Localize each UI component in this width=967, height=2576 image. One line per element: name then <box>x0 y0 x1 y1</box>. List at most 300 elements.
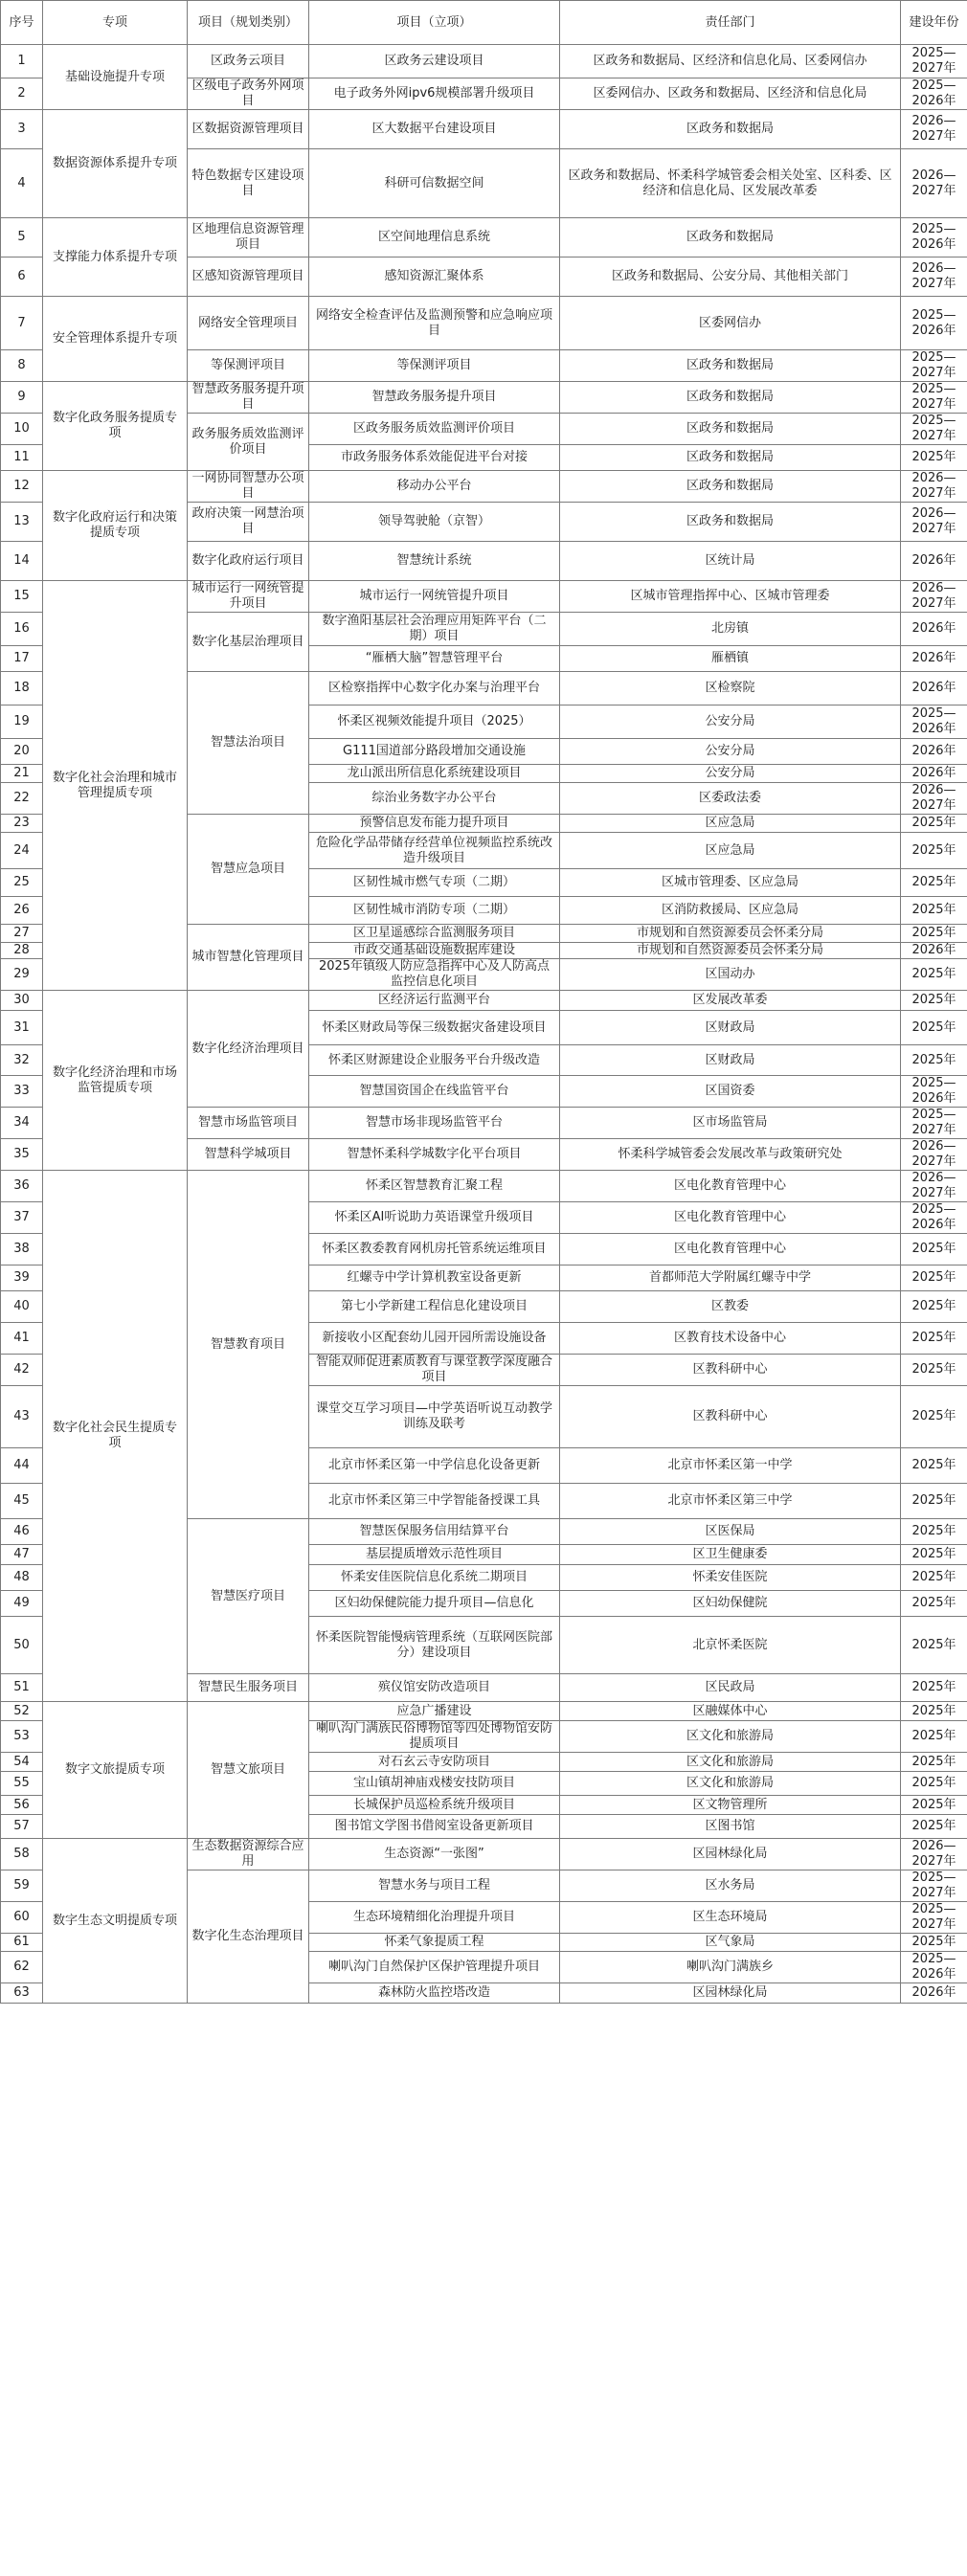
row-number: 48 <box>1 1565 43 1591</box>
dept-cell: 区教育技术设备中心 <box>560 1323 901 1355</box>
dept-cell: 区民政局 <box>560 1674 901 1702</box>
table-row <box>1 1702 967 1721</box>
category-cell: 智慧政务服务提升项目 <box>188 382 309 414</box>
row-number: 46 <box>1 1519 43 1545</box>
year-cell: 2026年 <box>901 613 967 646</box>
dept-cell: 区政务和数据局、怀柔科学城管委会相关处室、区科委、区经济和信息化局、区发展改革委 <box>560 149 901 218</box>
project-cell: 第七小学新建工程信息化建设项目 <box>309 1291 560 1323</box>
project-cell: 北京市怀柔区第一中学信息化设备更新 <box>309 1448 560 1484</box>
dept-cell: 怀柔科学城管委会发展改革与政策研究处 <box>560 1139 901 1171</box>
year-cell: 2025年 <box>901 1702 967 1721</box>
year-cell: 2026—2027年 <box>901 503 967 542</box>
project-cell: 长城保护员巡检系统升级项目 <box>309 1796 560 1815</box>
row-number: 19 <box>1 706 43 739</box>
year-cell: 2025—2026年 <box>901 706 967 739</box>
col-header-category: 项目（规划类别） <box>188 1 309 45</box>
project-cell: 区政务服务质效监测评价项目 <box>309 414 560 445</box>
year-cell: 2025年 <box>901 897 967 925</box>
row-number: 41 <box>1 1323 43 1355</box>
project-cell: 科研可信数据空间 <box>309 149 560 218</box>
year-cell: 2025年 <box>901 1565 967 1591</box>
year-cell: 2026—2027年 <box>901 471 967 503</box>
project-cell: 基层提质增效示范性项目 <box>309 1545 560 1565</box>
project-cell: 市政交通基础设施数据库建设 <box>309 943 560 959</box>
project-cell: 新接收小区配套幼儿园开园所需设施设备 <box>309 1323 560 1355</box>
dept-cell: 区电化教育管理中心 <box>560 1171 901 1202</box>
year-cell: 2026—2027年 <box>901 1839 967 1870</box>
row-number: 57 <box>1 1815 43 1839</box>
dept-cell: 喇叭沟门满族乡 <box>560 1952 901 1983</box>
row-number: 3 <box>1 110 43 149</box>
dept-cell: 区政务和数据局、区经济和信息化局、区委网信办 <box>560 45 901 78</box>
project-cell: 网络安全检查评估及监测预警和应急响应项目 <box>309 297 560 350</box>
project-cell: 区经济运行监测平台 <box>309 991 560 1011</box>
project-cell: 区空间地理信息系统 <box>309 218 560 258</box>
col-header-year: 建设年份 <box>901 1 967 45</box>
project-cell: 怀柔区智慧教育汇聚工程 <box>309 1171 560 1202</box>
year-cell: 2025—2027年 <box>901 1902 967 1934</box>
dept-cell: 区统计局 <box>560 542 901 581</box>
project-cell: 危险化学品带储存经营单位视频监控系统改造升级项目 <box>309 833 560 869</box>
project-cell: 对石玄云寺安防项目 <box>309 1753 560 1772</box>
dept-cell: 公安分局 <box>560 765 901 783</box>
row-number: 59 <box>1 1870 43 1902</box>
row-number: 28 <box>1 943 43 959</box>
project-cell: 区卫星遥感综合监测服务项目 <box>309 925 560 943</box>
row-number: 56 <box>1 1796 43 1815</box>
dept-cell: 区教科研中心 <box>560 1355 901 1386</box>
special-cell: 数字化政府运行和决策提质专项 <box>43 471 188 581</box>
year-cell: 2025年 <box>901 1796 967 1815</box>
category-cell: 生态数据资源综合应用 <box>188 1839 309 1870</box>
project-cell: 怀柔安佳医院信息化系统二期项目 <box>309 1565 560 1591</box>
dept-cell: 区政务和数据局 <box>560 445 901 471</box>
year-cell: 2025年 <box>901 1591 967 1617</box>
row-number: 18 <box>1 672 43 706</box>
project-cell: 北京市怀柔区第三中学智能备授课工具 <box>309 1484 560 1519</box>
dept-cell: 北京市怀柔区第一中学 <box>560 1448 901 1484</box>
row-number: 13 <box>1 503 43 542</box>
year-cell: 2025年 <box>901 1815 967 1839</box>
category-cell: 数字化政府运行项目 <box>188 542 309 581</box>
row-number: 27 <box>1 925 43 943</box>
dept-cell: 区政务和数据局 <box>560 414 901 445</box>
row-number: 39 <box>1 1266 43 1291</box>
year-cell: 2025年 <box>901 959 967 991</box>
category-cell: 区级电子政务外网项目 <box>188 78 309 110</box>
row-number: 26 <box>1 897 43 925</box>
project-cell: 宝山镇胡神庙戏楼安技防项目 <box>309 1772 560 1796</box>
dept-cell: 区政务和数据局 <box>560 503 901 542</box>
project-cell: 等保测评项目 <box>309 350 560 382</box>
category-cell: 智慧教育项目 <box>188 1171 309 1519</box>
dept-cell: 区水务局 <box>560 1870 901 1902</box>
row-number: 17 <box>1 646 43 672</box>
row-number: 14 <box>1 542 43 581</box>
year-cell: 2026—2027年 <box>901 149 967 218</box>
category-cell: 智慧文旅项目 <box>188 1702 309 1839</box>
dept-cell: 区政务和数据局 <box>560 350 901 382</box>
project-cell: 城市运行一网统管提升项目 <box>309 581 560 613</box>
row-number: 5 <box>1 218 43 258</box>
row-number: 53 <box>1 1721 43 1753</box>
category-cell: 等保测评项目 <box>188 350 309 382</box>
dept-cell: 区国动办 <box>560 959 901 991</box>
row-number: 36 <box>1 1171 43 1202</box>
year-cell: 2026—2027年 <box>901 1139 967 1171</box>
row-number: 45 <box>1 1484 43 1519</box>
year-cell: 2026—2027年 <box>901 110 967 149</box>
dept-cell: 区医保局 <box>560 1519 901 1545</box>
project-cell: 图书馆文学图书借阅室设备更新项目 <box>309 1815 560 1839</box>
table-row <box>1 110 967 149</box>
row-number: 40 <box>1 1291 43 1323</box>
project-cell: 怀柔气象提质工程 <box>309 1934 560 1952</box>
project-cell: 感知资源汇聚体系 <box>309 258 560 297</box>
category-cell: 特色数据专区建设项目 <box>188 149 309 218</box>
year-cell: 2025年 <box>901 1772 967 1796</box>
category-cell: 政务服务质效监测评价项目 <box>188 414 309 471</box>
project-cell: 森林防火监控塔改造 <box>309 1983 560 2004</box>
dept-cell: 区文化和旅游局 <box>560 1772 901 1796</box>
dept-cell: 区电化教育管理中心 <box>560 1202 901 1234</box>
row-number: 31 <box>1 1011 43 1045</box>
year-cell: 2025—2026年 <box>901 1076 967 1108</box>
dept-cell: 区园林绿化局 <box>560 1839 901 1870</box>
table-row <box>1 45 967 78</box>
year-cell: 2025年 <box>901 1721 967 1753</box>
dept-cell: 北京怀柔医院 <box>560 1617 901 1674</box>
row-number: 55 <box>1 1772 43 1796</box>
year-cell: 2025—2026年 <box>901 1202 967 1234</box>
project-cell: 区韧性城市燃气专项（二期） <box>309 869 560 897</box>
dept-cell: 区国资委 <box>560 1076 901 1108</box>
dept-cell: 区财政局 <box>560 1045 901 1076</box>
year-cell: 2025—2026年 <box>901 297 967 350</box>
dept-cell: 区教委 <box>560 1291 901 1323</box>
year-cell: 2026年 <box>901 672 967 706</box>
project-cell: 龙山派出所信息化系统建设项目 <box>309 765 560 783</box>
row-number: 49 <box>1 1591 43 1617</box>
category-cell: 数字化基层治理项目 <box>188 613 309 672</box>
dept-cell: 区融媒体中心 <box>560 1702 901 1721</box>
year-cell: 2026年 <box>901 542 967 581</box>
row-number: 60 <box>1 1902 43 1934</box>
project-cell: 电子政务外网ipv6规模部署升级项目 <box>309 78 560 110</box>
year-cell: 2026—2027年 <box>901 581 967 613</box>
category-cell: 智慧科学城项目 <box>188 1139 309 1171</box>
dept-cell: 区消防救援局、区应急局 <box>560 897 901 925</box>
row-number: 16 <box>1 613 43 646</box>
row-number: 23 <box>1 815 43 833</box>
year-cell: 2026—2027年 <box>901 1171 967 1202</box>
year-cell: 2025年 <box>901 1355 967 1386</box>
year-cell: 2025年 <box>901 1234 967 1266</box>
project-cell: 区妇幼保健院能力提升项目—信息化 <box>309 1591 560 1617</box>
row-number: 38 <box>1 1234 43 1266</box>
row-number: 2 <box>1 78 43 110</box>
row-number: 37 <box>1 1202 43 1234</box>
project-cell: 怀柔区财政局等保三级数据灾备建设项目 <box>309 1011 560 1045</box>
special-cell: 数字化社会民生提质专项 <box>43 1171 188 1702</box>
category-cell: 城市运行一网统管提升项目 <box>188 581 309 613</box>
row-number: 10 <box>1 414 43 445</box>
dept-cell: 区委政法委 <box>560 783 901 815</box>
year-cell: 2025—2027年 <box>901 1870 967 1902</box>
project-cell: 智慧统计系统 <box>309 542 560 581</box>
year-cell: 2025年 <box>901 991 967 1011</box>
table-row <box>1 1839 967 1870</box>
year-cell: 2025—2027年 <box>901 382 967 414</box>
table-row <box>1 991 967 1011</box>
year-cell: 2025年 <box>901 1323 967 1355</box>
year-cell: 2025—2027年 <box>901 350 967 382</box>
project-cell: 移动办公平台 <box>309 471 560 503</box>
dept-cell: 区委网信办 <box>560 297 901 350</box>
dept-cell: 区政务和数据局、公安分局、其他相关部门 <box>560 258 901 297</box>
dept-cell: 区气象局 <box>560 1934 901 1952</box>
project-cell: 生态资源“一张图” <box>309 1839 560 1870</box>
dept-cell: 区城市管理委、区应急局 <box>560 869 901 897</box>
year-cell: 2026—2027年 <box>901 258 967 297</box>
col-header-no: 序号 <box>1 1 43 45</box>
year-cell: 2025年 <box>901 1291 967 1323</box>
project-cell: 智能双师促进素质教育与课堂教学深度融合项目 <box>309 1355 560 1386</box>
dept-cell: 区应急局 <box>560 833 901 869</box>
special-cell: 数字生态文明提质专项 <box>43 1839 188 2004</box>
year-cell: 2025年 <box>901 1448 967 1484</box>
dept-cell: 区文化和旅游局 <box>560 1721 901 1753</box>
project-cell: 喇叭沟门自然保护区保护管理提升项目 <box>309 1952 560 1983</box>
category-cell: 区地理信息资源管理项目 <box>188 218 309 258</box>
year-cell: 2025年 <box>901 1386 967 1448</box>
special-cell: 支撑能力体系提升专项 <box>43 218 188 297</box>
dept-cell: 区文物管理所 <box>560 1796 901 1815</box>
project-cell: 喇叭沟门满族民俗博物馆等四处博物馆安防提质项目 <box>309 1721 560 1753</box>
category-cell: 智慧法治项目 <box>188 672 309 815</box>
row-number: 62 <box>1 1952 43 1983</box>
dept-cell: 公安分局 <box>560 739 901 765</box>
dept-cell: 市规划和自然资源委员会怀柔分局 <box>560 925 901 943</box>
category-cell: 区数据资源管理项目 <box>188 110 309 149</box>
project-cell: G111国道部分路段增加交通设施 <box>309 739 560 765</box>
special-cell: 数字文旅提质专项 <box>43 1702 188 1839</box>
year-cell: 2025年 <box>901 1934 967 1952</box>
year-cell: 2025—2027年 <box>901 1108 967 1139</box>
row-number: 32 <box>1 1045 43 1076</box>
row-number: 51 <box>1 1674 43 1702</box>
row-number: 33 <box>1 1076 43 1108</box>
dept-cell: 区政务和数据局 <box>560 471 901 503</box>
row-number: 21 <box>1 765 43 783</box>
dept-cell: 区发展改革委 <box>560 991 901 1011</box>
row-number: 34 <box>1 1108 43 1139</box>
row-number: 52 <box>1 1702 43 1721</box>
year-cell: 2026年 <box>901 739 967 765</box>
row-number: 29 <box>1 959 43 991</box>
row-number: 50 <box>1 1617 43 1674</box>
row-number: 6 <box>1 258 43 297</box>
row-number: 54 <box>1 1753 43 1772</box>
project-cell: 怀柔区教委教育网机房托管系统运维项目 <box>309 1234 560 1266</box>
row-number: 44 <box>1 1448 43 1484</box>
row-number: 15 <box>1 581 43 613</box>
category-cell: 数字化经济治理项目 <box>188 991 309 1108</box>
project-cell: 市政务服务体系效能促进平台对接 <box>309 445 560 471</box>
dept-cell: 区园林绿化局 <box>560 1983 901 2004</box>
dept-cell: 公安分局 <box>560 706 901 739</box>
dept-cell: 北京市怀柔区第三中学 <box>560 1484 901 1519</box>
year-cell: 2026年 <box>901 943 967 959</box>
project-cell: 区检察指挥中心数字化办案与治理平台 <box>309 672 560 706</box>
special-cell: 数据资源体系提升专项 <box>43 110 188 218</box>
project-cell: 生态环境精细化治理提升项目 <box>309 1902 560 1934</box>
year-cell: 2026年 <box>901 1983 967 2004</box>
row-number: 1 <box>1 45 43 78</box>
category-cell: 城市智慧化管理项目 <box>188 925 309 991</box>
row-number: 63 <box>1 1983 43 2004</box>
special-cell: 安全管理体系提升专项 <box>43 297 188 382</box>
category-cell: 区政务云项目 <box>188 45 309 78</box>
table-row <box>1 581 967 613</box>
category-cell: 智慧市场监管项目 <box>188 1108 309 1139</box>
category-cell: 一网协同智慧办公项目 <box>188 471 309 503</box>
year-cell: 2026年 <box>901 646 967 672</box>
year-cell: 2026—2027年 <box>901 783 967 815</box>
year-cell: 2025年 <box>901 1011 967 1045</box>
row-number: 61 <box>1 1934 43 1952</box>
row-number: 9 <box>1 382 43 414</box>
special-cell: 基础设施提升专项 <box>43 45 188 110</box>
dept-cell: 雁栖镇 <box>560 646 901 672</box>
table-body <box>1 45 967 2004</box>
row-number: 25 <box>1 869 43 897</box>
year-cell: 2025年 <box>901 1045 967 1076</box>
year-cell: 2025年 <box>901 869 967 897</box>
project-cell: 智慧市场非现场监管平台 <box>309 1108 560 1139</box>
project-cell: 数字渔阳基层社会治理应用矩阵平台（二期）项目 <box>309 613 560 646</box>
year-cell: 2025年 <box>901 1674 967 1702</box>
special-cell: 数字化社会治理和城市管理提质专项 <box>43 581 188 991</box>
project-cell: 怀柔区AI听说助力英语课堂升级项目 <box>309 1202 560 1234</box>
project-cell: 智慧医保服务信用结算平台 <box>309 1519 560 1545</box>
project-cell: 领导驾驶舱（京智） <box>309 503 560 542</box>
project-cell: 怀柔医院智能慢病管理系统（互联网医院部分）建设项目 <box>309 1617 560 1674</box>
project-cell: 区政务云建设项目 <box>309 45 560 78</box>
table-row <box>1 297 967 350</box>
category-cell: 区感知资源管理项目 <box>188 258 309 297</box>
project-cell: 2025年镇级人防应急指挥中心及人防高点监控信息化项目 <box>309 959 560 991</box>
project-cell: “雁栖大脑”智慧管理平台 <box>309 646 560 672</box>
dept-cell: 区委网信办、区政务和数据局、区经济和信息化局 <box>560 78 901 110</box>
category-cell: 网络安全管理项目 <box>188 297 309 350</box>
year-cell: 2025年 <box>901 1753 967 1772</box>
row-number: 4 <box>1 149 43 218</box>
year-cell: 2025—2027年 <box>901 45 967 78</box>
row-number: 47 <box>1 1545 43 1565</box>
dept-cell: 区政务和数据局 <box>560 382 901 414</box>
table-row <box>1 218 967 258</box>
dept-cell: 区卫生健康委 <box>560 1545 901 1565</box>
year-cell: 2025年 <box>901 1617 967 1674</box>
special-cell: 数字化政务服务提质专项 <box>43 382 188 471</box>
project-cell: 智慧水务与项目工程 <box>309 1870 560 1902</box>
project-cell: 区韧性城市消防专项（二期） <box>309 897 560 925</box>
category-cell: 智慧应急项目 <box>188 815 309 925</box>
dept-cell: 怀柔安佳医院 <box>560 1565 901 1591</box>
year-cell: 2025年 <box>901 445 967 471</box>
row-number: 58 <box>1 1839 43 1870</box>
year-cell: 2025年 <box>901 1545 967 1565</box>
dept-cell: 区政务和数据局 <box>560 218 901 258</box>
dept-cell: 市规划和自然资源委员会怀柔分局 <box>560 943 901 959</box>
col-header-project: 项目（立项） <box>309 1 560 45</box>
year-cell: 2025年 <box>901 1484 967 1519</box>
year-cell: 2025年 <box>901 1519 967 1545</box>
dept-cell: 区图书馆 <box>560 1815 901 1839</box>
dept-cell: 北房镇 <box>560 613 901 646</box>
dept-cell: 区生态环境局 <box>560 1902 901 1934</box>
year-cell: 2025年 <box>901 815 967 833</box>
row-number: 8 <box>1 350 43 382</box>
row-number: 11 <box>1 445 43 471</box>
dept-cell: 区电化教育管理中心 <box>560 1234 901 1266</box>
project-cell: 怀柔区财源建设企业服务平台升级改造 <box>309 1045 560 1076</box>
project-cell: 智慧政务服务提升项目 <box>309 382 560 414</box>
header-row <box>1 1 967 45</box>
year-cell: 2025—2027年 <box>901 414 967 445</box>
row-number: 12 <box>1 471 43 503</box>
year-cell: 2025—2026年 <box>901 218 967 258</box>
dept-cell: 区文化和旅游局 <box>560 1753 901 1772</box>
project-cell: 区大数据平台建设项目 <box>309 110 560 149</box>
project-cell: 预警信息发布能力提升项目 <box>309 815 560 833</box>
project-cell: 应急广播建设 <box>309 1702 560 1721</box>
dept-cell: 首都师范大学附属红螺寺中学 <box>560 1266 901 1291</box>
category-cell: 数字化生态治理项目 <box>188 1870 309 2004</box>
special-cell: 数字化经济治理和市场监管提质专项 <box>43 991 188 1171</box>
row-number: 35 <box>1 1139 43 1171</box>
dept-cell: 区教科研中心 <box>560 1386 901 1448</box>
table-row <box>1 1171 967 1202</box>
project-cell: 红螺寺中学计算机教室设备更新 <box>309 1266 560 1291</box>
project-cell: 智慧国资国企在线监管平台 <box>309 1076 560 1108</box>
project-cell: 怀柔区视频效能提升项目（2025） <box>309 706 560 739</box>
project-cell: 综治业务数字办公平台 <box>309 783 560 815</box>
dept-cell: 区应急局 <box>560 815 901 833</box>
dept-cell: 区财政局 <box>560 1011 901 1045</box>
project-cell: 课堂交互学习项目—中学英语听说互动教学训练及联考 <box>309 1386 560 1448</box>
table-row <box>1 382 967 414</box>
table-row <box>1 471 967 503</box>
row-number: 7 <box>1 297 43 350</box>
year-cell: 2025—2026年 <box>901 1952 967 1983</box>
year-cell: 2025—2026年 <box>901 78 967 110</box>
row-number: 22 <box>1 783 43 815</box>
project-cell: 智慧怀柔科学城数字化平台项目 <box>309 1139 560 1171</box>
dept-cell: 区妇幼保健院 <box>560 1591 901 1617</box>
row-number: 20 <box>1 739 43 765</box>
dept-cell: 区检察院 <box>560 672 901 706</box>
dept-cell: 区城市管理指挥中心、区城市管理委 <box>560 581 901 613</box>
row-number: 42 <box>1 1355 43 1386</box>
year-cell: 2025年 <box>901 833 967 869</box>
col-header-dept: 责任部门 <box>560 1 901 45</box>
year-cell: 2026年 <box>901 765 967 783</box>
dept-cell: 区政务和数据局 <box>560 110 901 149</box>
row-number: 24 <box>1 833 43 869</box>
project-cell: 殡仪馆安防改造项目 <box>309 1674 560 1702</box>
